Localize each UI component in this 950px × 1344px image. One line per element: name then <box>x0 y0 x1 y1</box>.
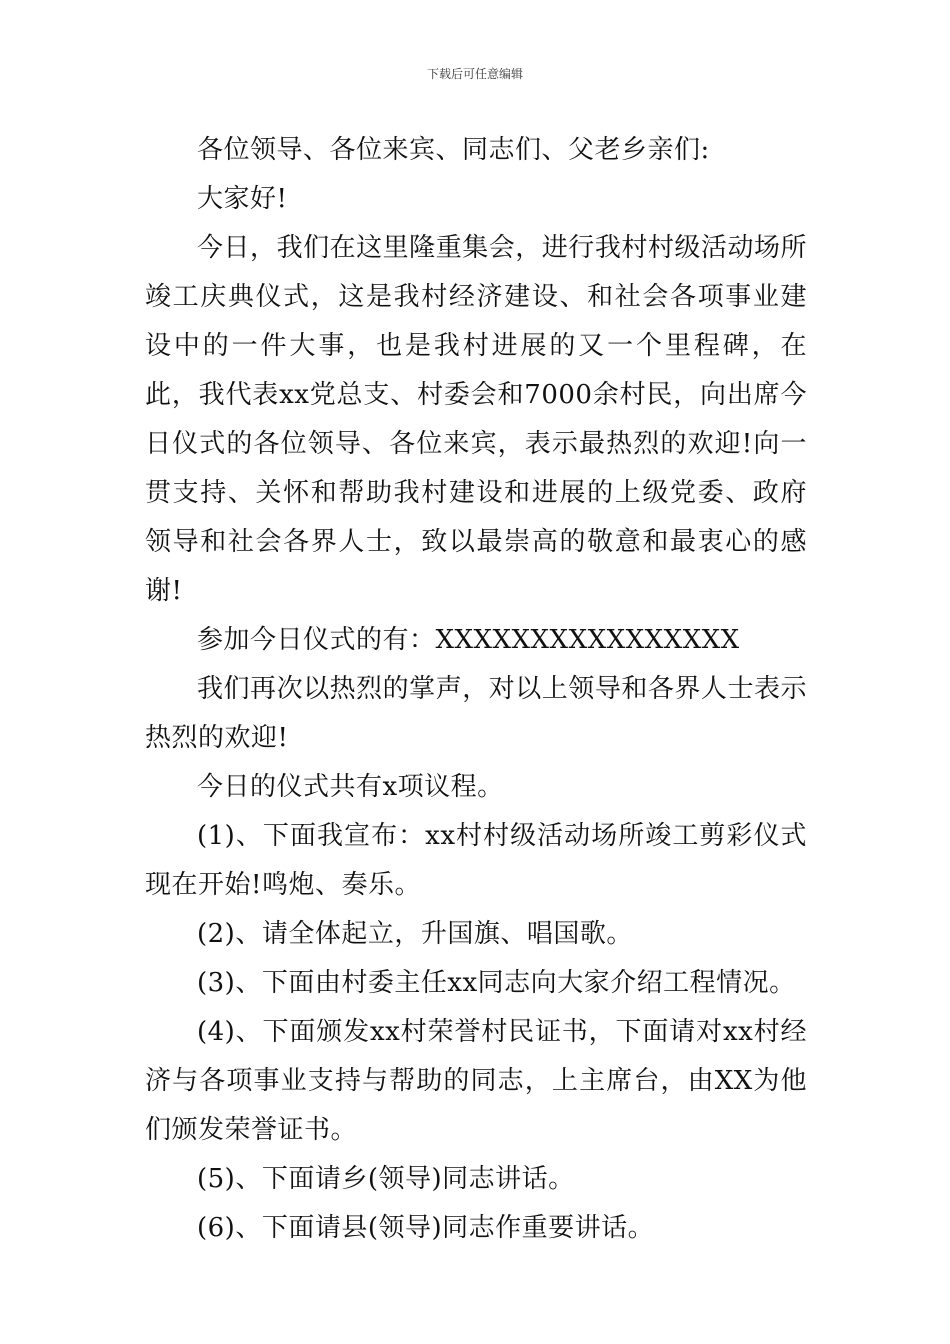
welcome-paragraph: 我们再次以热烈的掌声，对以上领导和各界人士表示热烈的欢迎! <box>145 674 807 753</box>
agenda-item-1: (1)、下面我宣布：xx村村级活动场所竣工剪彩仪式现在开始!鸣炮、奏乐。 <box>145 821 807 900</box>
greeting: 大家好! <box>197 184 288 214</box>
opening-paragraph: 今日，我们在这里隆重集会，进行我村村级活动场所竣工庆典仪式，这是我村经济建设、和社会各项事业建设中的一件大事，也是我村进展的又一个里程碑，在此，我代表xx党总支、村委会和7000余村民，向出席今日仪式的各位领导、各位来宾，表示最热烈的欢迎!向一贯支持、关怀和帮助我村建设和进展的上级党委、政府领导和社会各界人士，致以最崇高的敬意和最衷心的感谢! <box>145 233 807 606</box>
agenda-item-3: (3)、下面由村委主任xx同志向大家介绍工程情况。 <box>197 968 796 998</box>
attendees-paragraph: 参加今日仪式的有：XXXXXXXXXXXXXXXX <box>197 625 740 655</box>
agenda-item-5: (5)、下面请乡(领导)同志讲话。 <box>197 1164 575 1194</box>
agenda-intro: 今日的仪式共有x项议程。 <box>197 772 504 802</box>
document-body <box>145 126 807 1253</box>
agenda-item-6: (6)、下面请县(领导)同志作重要讲话。 <box>197 1213 655 1243</box>
agenda-item-4: (4)、下面颁发xx村荣誉村民证书，下面请对xx村经济与各项事业支持与帮助的同志，上主席台，由XX为他们颁发荣誉证书。 <box>145 1017 807 1145</box>
salutation: 各位领导、各位来宾、同志们、父老乡亲们: <box>197 135 710 165</box>
header-note: 下载后可任意编辑 <box>426 67 523 81</box>
agenda-item-2: (2)、请全体起立，升国旗、唱国歌。 <box>197 919 633 949</box>
